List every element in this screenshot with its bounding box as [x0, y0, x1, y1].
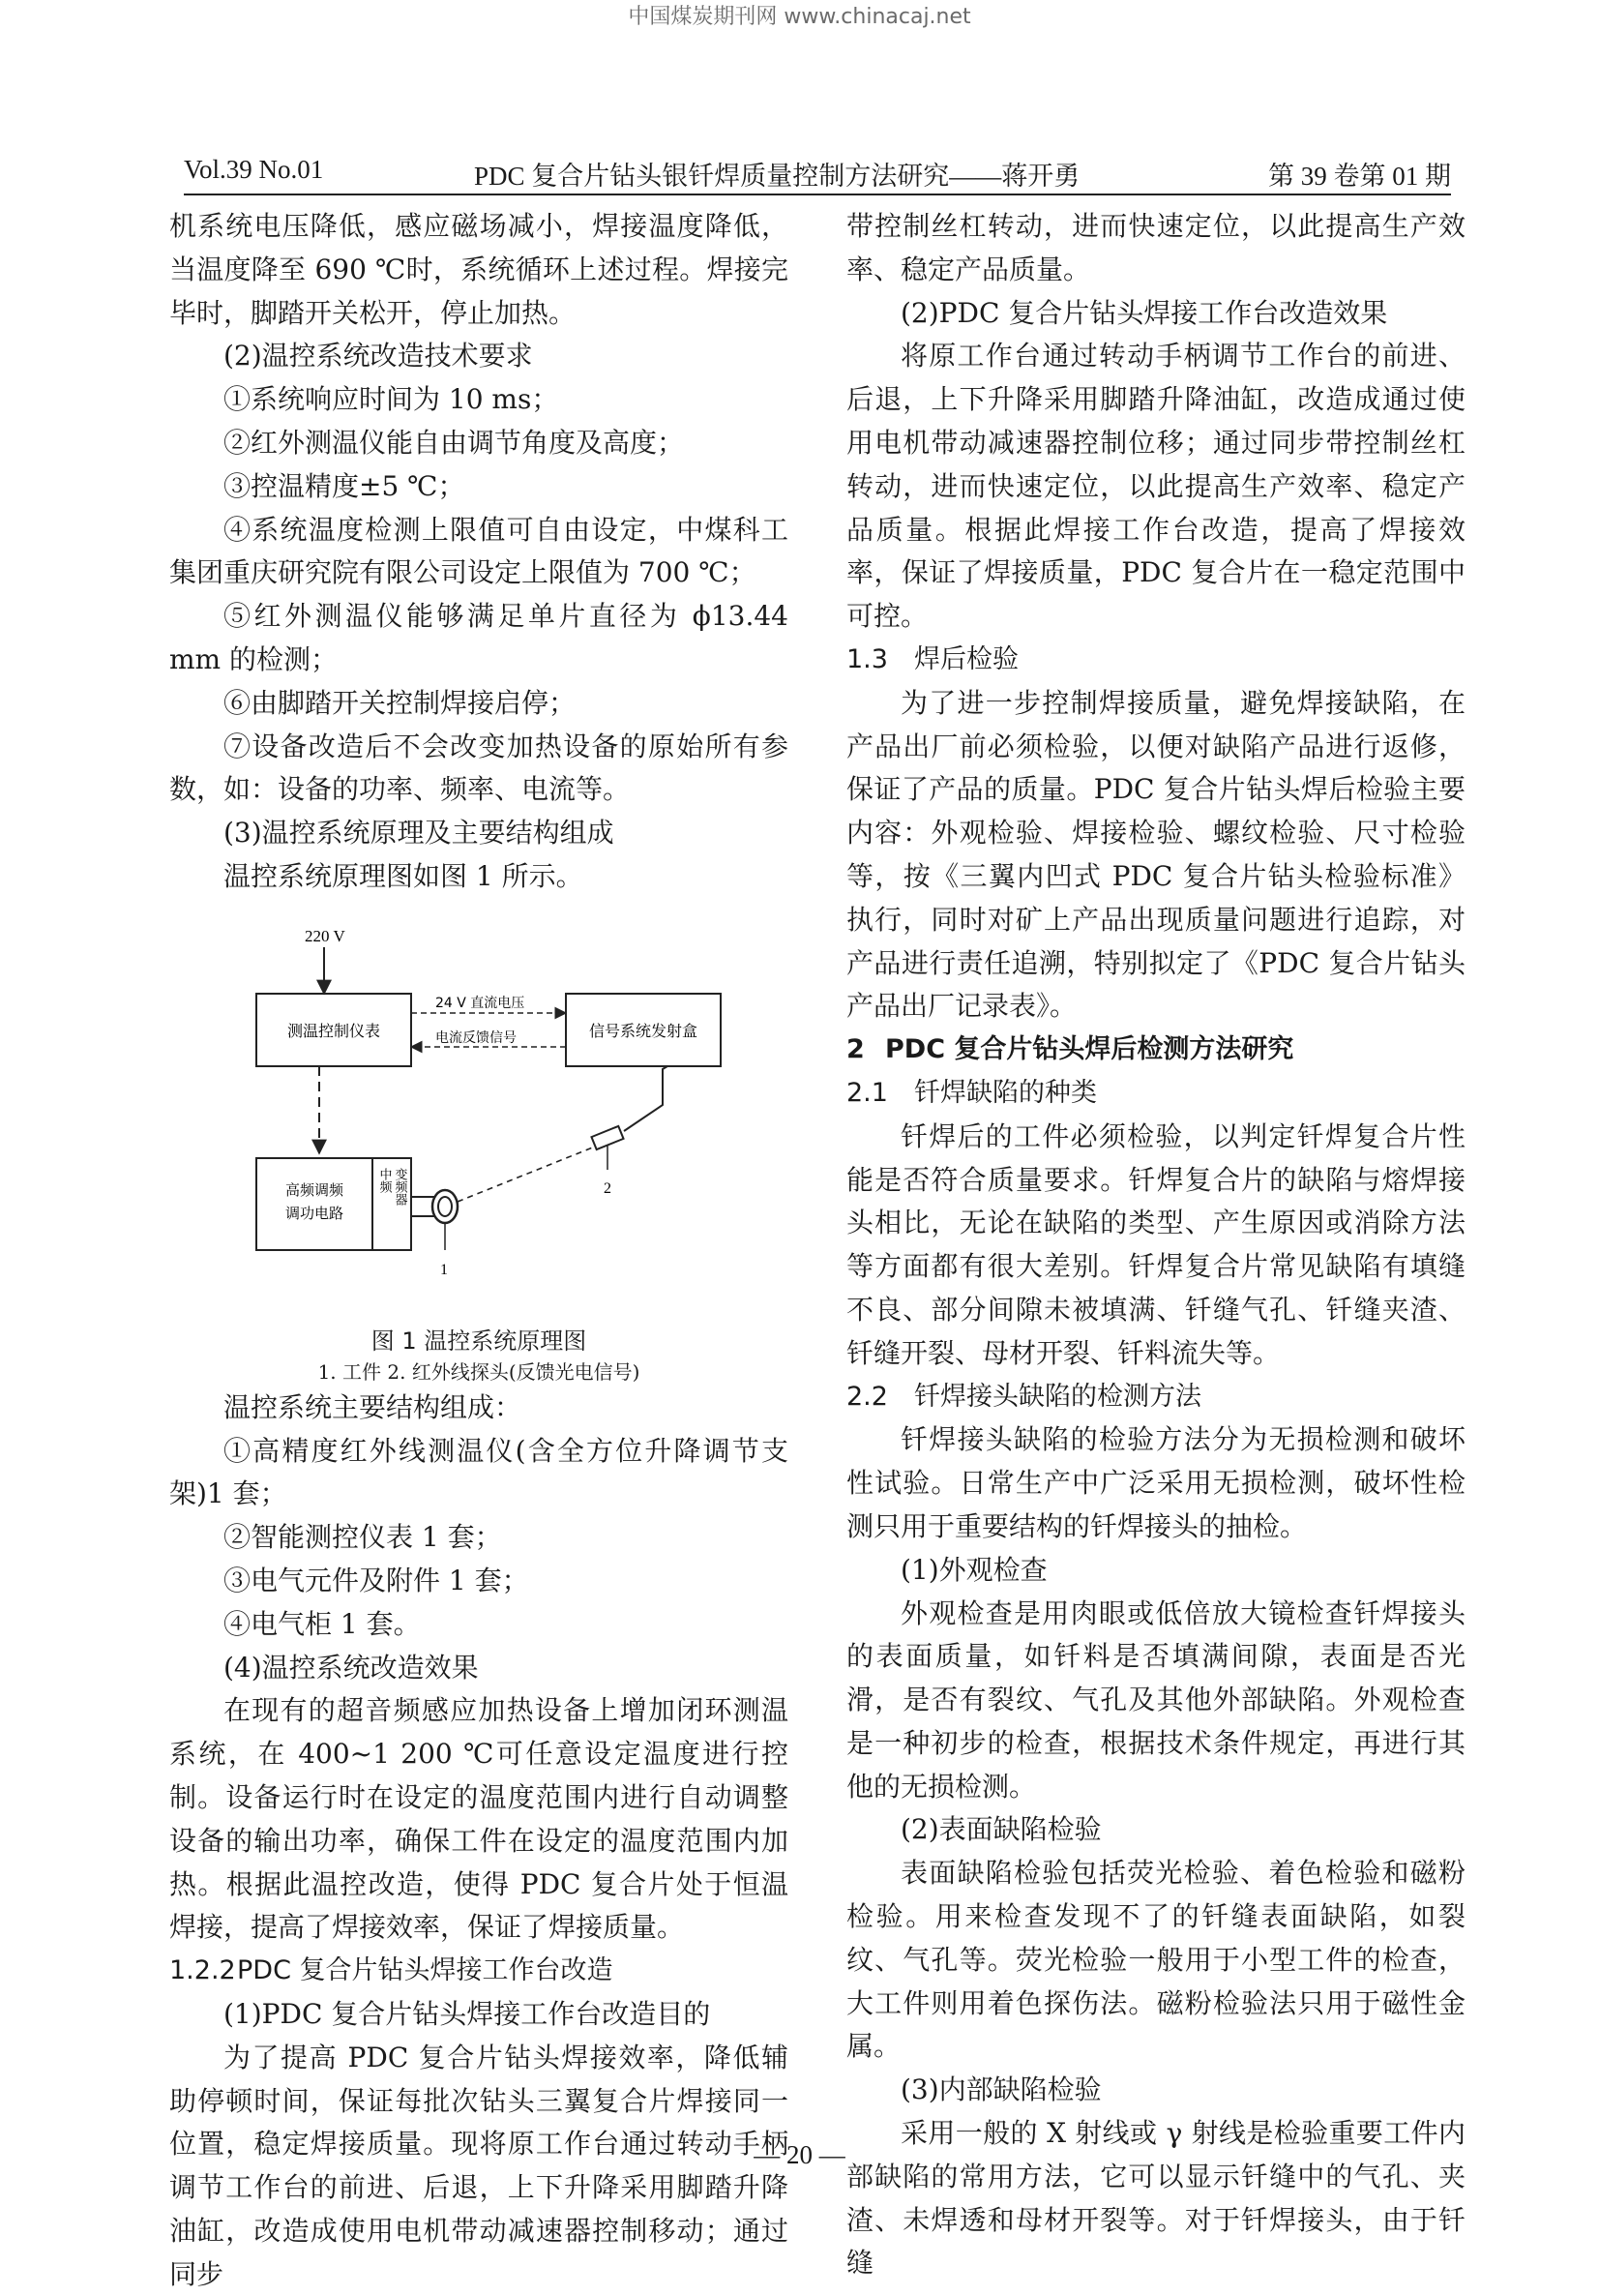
voltage-arrow-label: 24 V 直流电压: [435, 995, 525, 1011]
right-column: [846, 205, 1466, 2285]
workpiece: [438, 1197, 452, 1216]
list-item: ②智能测控仪表 1 套；: [223, 1521, 502, 1554]
paragraph: 钎焊接头缺陷的检验方法分为无损检测和破坏性试验。日常生产中广泛采用无损检测，破坏性检测只用于重要结构的钎焊接头的抽检。: [846, 1423, 1466, 1542]
subheading: (4)温控系统改造效果: [223, 1651, 479, 1684]
ir-beam: [458, 1147, 595, 1202]
figure-subcaption: 1. 工件 2. 红外线探头(反馈光电信号): [317, 1359, 640, 1384]
section-number: 2.1: [846, 1077, 888, 1108]
probe-cable: [624, 1066, 667, 1131]
section-title: 钎焊接头缺陷的检测方法: [914, 1381, 1201, 1412]
subheading: (2)温控系统改造技术要求: [223, 340, 533, 373]
label-220v: 220 V: [305, 926, 345, 945]
paragraph: 温控系统主要结构组成：: [223, 1390, 522, 1423]
label-2: 2: [604, 1179, 611, 1197]
hf-box-line2: 调功电路: [284, 1204, 344, 1222]
list-item: ③电气元件及附件 1 套；: [223, 1564, 529, 1596]
transformer-label-2: 变频器: [392, 1167, 407, 1206]
section-heading-2-1: [846, 1072, 1466, 1116]
paragraph: 采用一般的 X 射线或 γ 射线是检验重要工件内部缺陷的常用方法，它可以显示钎缝中的气孔、夹渣、未焊透和母材开裂等。对于钎焊接头，由于钎缝: [846, 2117, 1466, 2280]
section-heading-2: [846, 1029, 1466, 1072]
watermark: 中国煤炭期刊网 www.chinacaj.net: [628, 5, 971, 29]
list-item: ②红外测温仪能自由调节角度及高度；: [223, 426, 685, 459]
meter-box-label: 测温控制仪表: [286, 1021, 381, 1040]
section-number: 1.2.2: [169, 1955, 236, 1986]
subheading: (1)PDC 复合片钻头焊接工作台改造目的: [223, 1997, 711, 2030]
section-title: PDC 复合片钻头焊接工作台改造: [237, 1955, 613, 1986]
left-column: [169, 205, 788, 2296]
induction-coil: [432, 1190, 458, 1223]
list-item: ⑤红外测温仪能够满足单片直径为 ϕ13.44 mm 的检测；: [169, 600, 788, 675]
transformer-label-1: 中频: [376, 1167, 392, 1193]
list-item: ⑥由脚踏开关控制焊接启停；: [223, 686, 577, 719]
paragraph: 为了提高 PDC 复合片钻头焊接效率，降低辅助停顿时间，保证每批次钻头三翼复合片焊接同一位置，稳定焊接质量。现将原工作台通过转动手柄调节工作台的前进、后退，上下升降采用脚踏升降油缸，改造成使用电机带动减速器控制移动；通过同步: [169, 2041, 788, 2290]
signal-box-label: 信号系统发射盒: [588, 1021, 698, 1040]
paragraph: 为了进一步控制焊接质量，避免焊接缺陷，在产品出厂前必须检验，以便对缺陷产品进行返修，保证了产品的质量。PDC 复合片钻头焊后检验主要内容：外观检验、焊接检验、螺纹检验、尺寸检验等，按《三翼内凹式 PDC 复合片钻头检验标准》执行，同时对矿上产品出现质量问题进行追踪，对产品进行责任追溯，特别拟定了《PDC 复合片钻头产品出厂记录表》。: [846, 686, 1466, 1023]
page-number: — 20 —: [754, 2140, 845, 2169]
section-number: 1.3: [846, 643, 888, 674]
list-item: ①系统响应时间为 10 ms；: [223, 383, 559, 416]
section-number: 2.2: [846, 1381, 888, 1412]
list-item: ③控温精度±5 ℃；: [223, 469, 465, 502]
section-title: 钎焊缺陷的种类: [914, 1077, 1097, 1108]
paragraph: 外观检查是用肉眼或低倍放大镜检查钎焊接头的表面质量，如钎料是否填满间隙，表面是否光滑，是否有裂纹、气孔及其他外部缺陷。外观检查是一种初步的检查，根据技术条件规定，再进行其他的无损检测。: [846, 1596, 1466, 1803]
paragraph: 将原工作台通过转动手柄调节工作台的前进、后退，上下升降采用脚踏升降油缸，改造成通过使用电机带动减速器控制位移；通过同步带控制丝杠转动，进而快速定位，以此提高生产效率、稳定产品质量。根据此焊接工作台改造，提高了焊接效率，保证了焊接质量，PDC 复合片在一稳定范围中可控。: [846, 340, 1466, 633]
feedback-arrow-label: 电流反馈信号: [435, 1029, 517, 1046]
paragraph: 机系统电压降低，感应磁场减小，焊接温度降低，当温度降至 690 ℃时，系统循环上述过程。焊接完毕时，脚踏开关松开，停止加热。: [169, 210, 788, 329]
subheading: (2)表面缺陷检验: [901, 1813, 1102, 1846]
label-1: 1: [440, 1261, 448, 1278]
list-item: ⑦设备改造后不会改变加热设备的原始所有参数，如：设备的功率、频率、电流等。: [169, 730, 788, 806]
paragraph: 温控系统原理图如图 1 所示。: [223, 859, 583, 892]
section-heading-1-3: [846, 639, 1466, 682]
paragraph: 在现有的超音频感应加热设备上增加闭环测温系统，在 400~1 200 ℃可任意设定温度进行控制。设备运行时在设定的温度范围内进行自动调整设备的输出功率，确保工件在设定的温度范围内加热。根据此温控改造，使得 PDC 复合片处于恒温焊接，提高了焊接效率，保证了焊接质量。: [169, 1694, 788, 1944]
running-header: [184, 155, 1451, 195]
section-number: 2: [846, 1034, 865, 1065]
figure-caption: 图 1 温控系统原理图: [370, 1327, 587, 1355]
schematic-diagram: [169, 907, 788, 1410]
paragraph: 表面缺陷检验包括荧光检验、着色检验和磁粉检验。用来检查发现不了的钎缝表面缺陷，如裂纹、气孔等。荧光检验一般用于小型工件的检查，大工件则用着色探伤法。磁粉检验法只用于磁性金属。: [846, 1857, 1466, 2063]
header-issue: 第 39 卷第 01 期: [1268, 162, 1451, 191]
paragraph: 钎焊后的工件必须检验，以判定钎焊复合片性能是否符合质量要求。钎焊复合片的缺陷与熔焊接头相比，无论在缺陷的类型、产生原因或消除方法等方面都有很大差别。钎焊复合片常见缺陷有填缝不良、部分间隙未被填满、钎缝气孔、钎缝夹渣、钎缝开裂、母材开裂、钎料流失等。: [846, 1119, 1466, 1369]
section-heading-2-2: [846, 1376, 1466, 1419]
list-item: ④系统温度检测上限值可自由设定，中煤科工集团重庆研究院有限公司设定上限值为 700 ℃；: [169, 513, 788, 589]
subheading: (1)外观检查: [901, 1553, 1048, 1586]
subheading: (3)温控系统原理及主要结构组成: [223, 817, 614, 850]
header-volume: Vol.39 No.01: [184, 155, 324, 184]
paragraph: 带控制丝杠转动，进而快速定位，以此提高生产效率、稳定产品质量。: [846, 210, 1466, 285]
figure-1: [169, 907, 788, 1410]
subheading: (2)PDC 复合片钻头焊接工作台改造效果: [901, 296, 1388, 329]
subheading: (3)内部缺陷检验: [901, 2073, 1102, 2106]
hf-box-line1: 高频调频: [284, 1180, 344, 1199]
section-heading-1-2-2: [169, 1950, 788, 1993]
section-title: PDC 复合片钻头焊后检测方法研究: [885, 1034, 1294, 1065]
list-item: ①高精度红外线测温仪(含全方位升降调节支架)1 套；: [169, 1434, 788, 1510]
header-title: PDC 复合片钻头银钎焊质量控制方法研究——蒋开勇: [474, 162, 1081, 191]
list-item: ④电气柜 1 套。: [223, 1607, 421, 1640]
section-title: 焊后检验: [914, 643, 1019, 674]
